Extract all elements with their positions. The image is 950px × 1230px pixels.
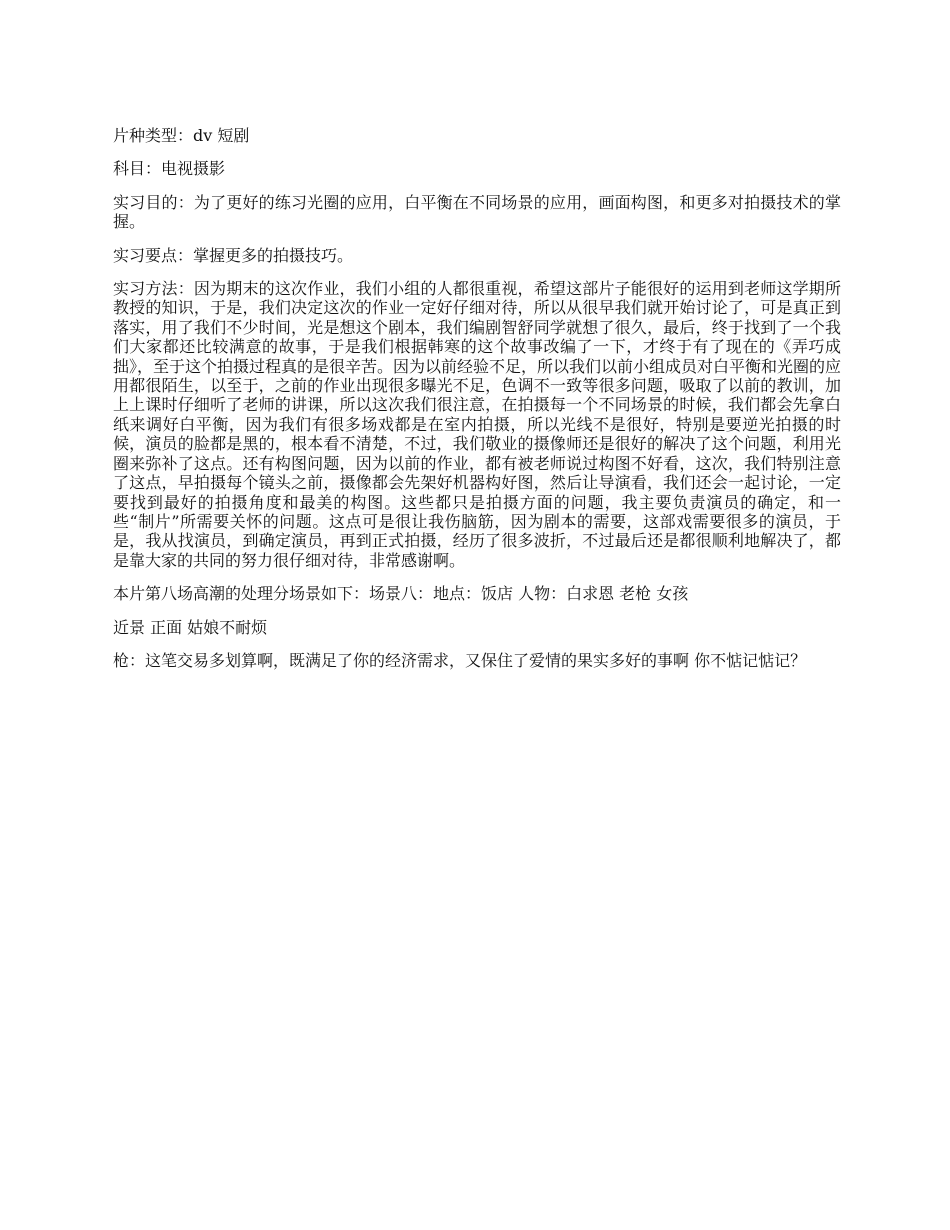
- subject-line: 科目：电视摄影: [113, 159, 226, 179]
- internship-key-points-line: 实习要点：掌握更多的拍摄技巧。: [113, 245, 354, 265]
- film-type-line: 片种类型：dv 短剧: [113, 126, 250, 145]
- document-body: [113, 126, 841, 684]
- shot-description-line: 近景 正面 姑娘不耐烦: [113, 617, 268, 637]
- dialogue-line: 枪：这笔交易多划算啊，既满足了你的经济需求，又保住了爱情的果实多好的事啊 你不惦记惦记？: [113, 650, 807, 670]
- scene-eight-heading: 本片第八场高潮的处理分场景如下：场景八：地点：饭店 人物：白求恩 老枪 女孩: [113, 584, 689, 604]
- internship-method-paragraph: 实习方法：因为期末的这次作业，我们小组的人都很重视，希望这部片子能很好的运用到老师这学期所教授的知识，于是，我们决定这次的作业一定好仔细对待，所以从很早我们就开始讨论了，可是真正到落实，用了我们不少时间，光是想这个剧本，我们编剧智舒同学就想了很久，最后，终于找到了一个我们大家都还比较满意的故事，于是我们根据韩寒的这个故事改编了一下，才终于有了现在的《弄巧成拙》，至于这个拍摄过程真的是很辛苦。因为以前经验不足，所以我们以前小组成员对白平衡和光圈的应用都很陌生，以至于，之前的作业出现很多曝光不足，色调不一致等很多问题，吸取了以前的教训，加上上课时仔细听了老师的讲课，所以这次我们很注意，在拍摄每一个不同场景的时候，我们都会先拿白纸来调好白平衡，因为我们有很多场戏都是在室内拍摄，所以光线不是很好，特别是要逆光拍摄的时候，演员的脸都是黑的，根本看不清楚，不过，我们敬业的摄像师还是很好的解决了这个问题，利用光圈来弥补了这点。还有构图问题，因为以前的作业，都有被老师说过构图不好看，这次，我们特别注意了这点，早拍摄每个镜头之前，摄像都会先架好机器构好图，然后让导演看，我们还会一起讨论，一定要找到最好的拍摄角度和最美的构图。这些都只是拍摄方面的问题，我主要负责演员的确定，和一些“制片”所需要关怀的问题。这点可是很让我伤脑筋，因为剧本的需要，这部戏需要很多的演员，于是，我从找演员，到确定演员，再到正式拍摄，经历了很多波折，不过最后还是都很顺利地解决了，都是靠大家的共同的努力很仔细对待，非常感谢啊。: [113, 279, 842, 570]
- internship-purpose-paragraph: 实习目的：为了更好的练习光圈的应用，白平衡在不同场景的应用，画面构图，和更多对拍摄技术的掌握。: [113, 192, 841, 232]
